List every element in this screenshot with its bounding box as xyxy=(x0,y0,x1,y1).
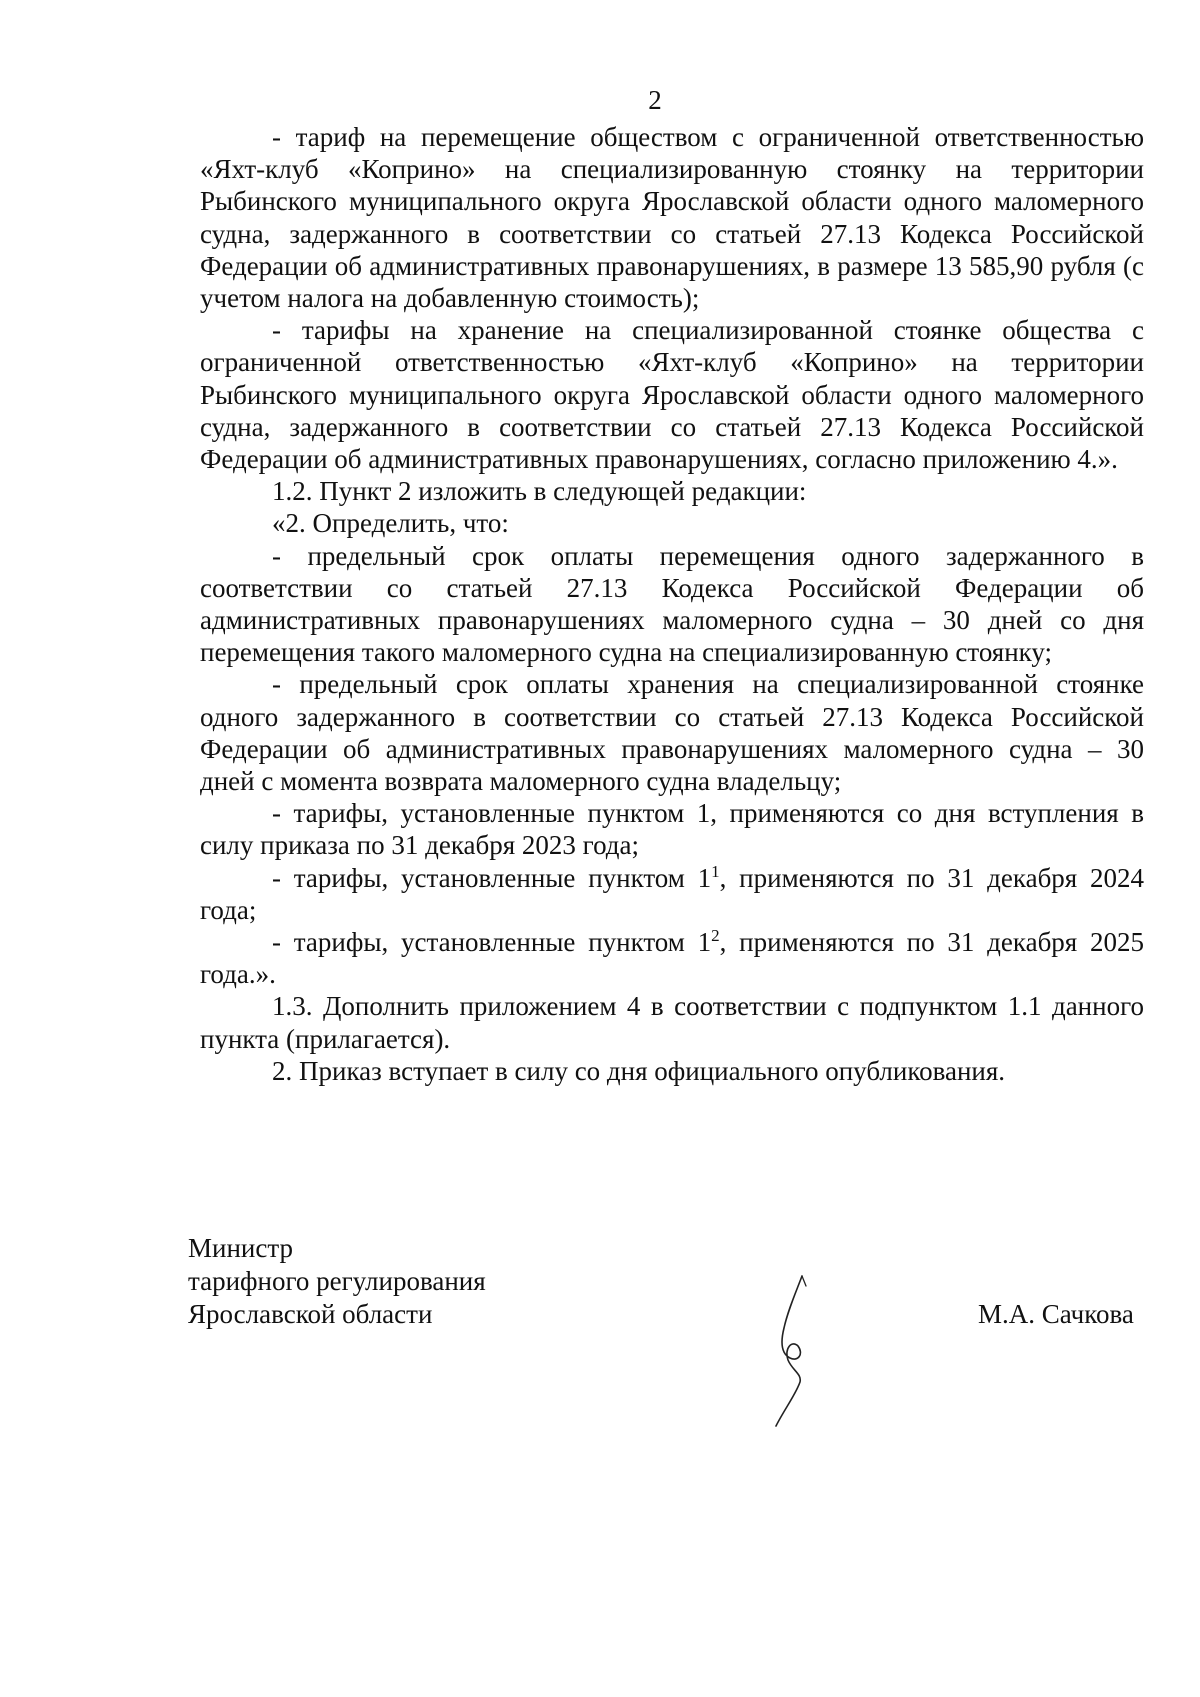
paragraph-text: - тарифы, установленные пунктом 1 xyxy=(272,927,712,958)
signatory-title xyxy=(188,1232,486,1331)
signatory-title-line: Министр xyxy=(188,1233,293,1263)
paragraph-text: , применяются по 31 декабря 2025 года.». xyxy=(200,927,1144,990)
paragraph-tariffs-2025 xyxy=(200,926,1144,990)
paragraph-payment-relocation: - предельный срок оплаты перемещения одного задержанного в соответствии со статьей 27.13 Кодекса Российской Федерации об административных правонарушениях маломерного судна – 30 дней со дня перемещения такого маломерного судна на специализированную стоянку; xyxy=(200,540,1144,668)
paragraph-tariffs-2024 xyxy=(200,862,1144,926)
superscript: 1 xyxy=(711,861,720,881)
document-body xyxy=(200,121,1144,1087)
page-number: 2 xyxy=(648,85,662,115)
paragraph-tariffs-2023: - тарифы, установленные пунктом 1, применяются со дня вступления в силу приказа по 31 декабря 2023 года; xyxy=(200,798,1144,861)
paragraph-item-1-3: 1.3. Дополнить приложением 4 в соответствии с подпунктом 1.1 данного пункта (прилагается). xyxy=(200,991,1144,1054)
signatory-name: М.А. Сачкова xyxy=(978,1299,1134,1329)
paragraph-define: «2. Определить, что: xyxy=(272,508,509,539)
paragraph-tariff-relocation: - тариф на перемещение обществом с ограниченной ответственностью «Яхт-клуб «Коприно» на специализированную стоянку на территории Рыбинского муниципального округа Ярославской области одного маломерного судна, задержанного в соответствии со статьей 27.13 Кодекса Российской Федерации об административных правонарушениях, в размере 13 585,90 рубля (с учетом налога на добавленную стоимость); xyxy=(200,122,1144,314)
paragraph-text: - тарифы, установленные пунктом 1 xyxy=(272,862,712,893)
signatory-title-line: Ярославской области xyxy=(188,1299,433,1329)
signatory-title-line: тарифного регулирования xyxy=(188,1266,486,1296)
paragraph-text: , применяются по 31 декабря 2024 года; xyxy=(200,862,1144,925)
paragraph-tariff-storage: - тарифы на хранение на специализированной стоянке общества с ограниченной ответственностью «Яхт-клуб «Коприно» на территории Рыбинского муниципального округа Ярославской области одного маломерного судна, задержанного в соответствии со статьей 27.13 Кодекса Российской Федерации об административных правонарушениях, согласно приложению 4.». xyxy=(200,315,1144,475)
handwritten-signature xyxy=(760,1270,840,1430)
paragraph-item-2: 2. Приказ вступает в силу со дня официального опубликования. xyxy=(272,1055,1006,1086)
paragraph-item-1-2: 1.2. Пункт 2 изложить в следующей редакции: xyxy=(272,476,807,507)
paragraph-payment-storage: - предельный срок оплаты хранения на специализированной стоянке одного задержанного в соответствии со статьей 27.13 Кодекса Российской Федерации об административных правонарушениях маломерного судна – 30 дней с момента возврата маломерного судна владельцу; xyxy=(200,669,1144,797)
superscript: 2 xyxy=(711,926,720,946)
